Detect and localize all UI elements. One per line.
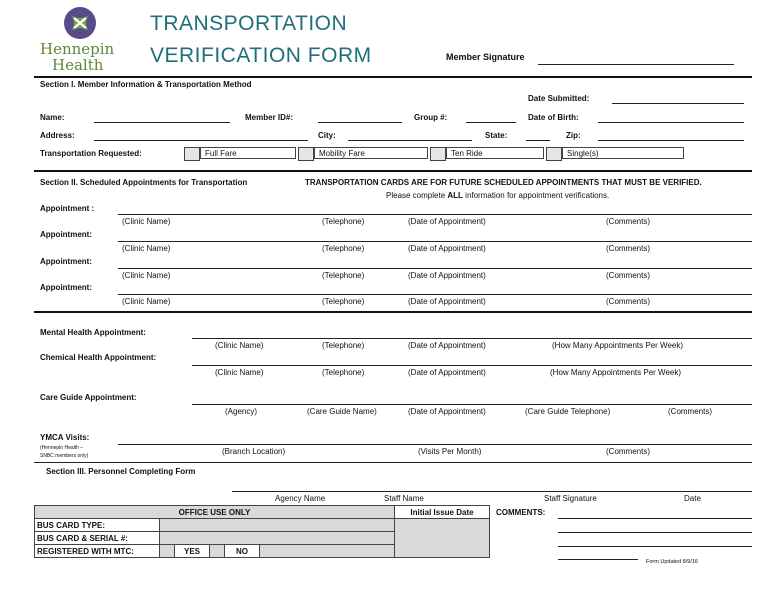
notice-line1: TRANSPORTATION CARDS ARE FOR FUTURE SCHEDULED APPOINTMENTS THAT MUST BE VERIFIED. — [305, 178, 702, 187]
care-guide-name-caption: (Care Guide Name) — [307, 407, 377, 416]
date-of-appointment-caption: (Date of Appointment) — [408, 297, 486, 306]
clinic-name-caption: (Clinic Name) — [122, 217, 171, 226]
address-label: Address: — [40, 131, 75, 140]
clinic-name-caption: (Clinic Name) — [122, 271, 171, 280]
comments-caption: (Comments) — [606, 297, 651, 306]
clinic-name-caption: (Clinic Name) — [215, 368, 264, 377]
section1-heading: Section I. Member Information & Transportation Method — [40, 80, 252, 89]
registered-mtc-label: REGISTERED WITH MTC: — [35, 545, 160, 558]
dob-field[interactable] — [598, 122, 744, 123]
date-of-appointment-caption: (Date of Appointment) — [408, 244, 486, 253]
mental-health-label: Mental Health Appointment: — [40, 328, 146, 337]
group-label: Group #: — [414, 113, 448, 122]
zip-field[interactable] — [598, 140, 744, 141]
mental-health-line[interactable] — [192, 338, 752, 339]
divider — [34, 170, 752, 172]
no-label: NO — [225, 545, 260, 558]
comments-caption: (Comments) — [606, 271, 651, 280]
ten-ride-checkbox[interactable] — [430, 147, 446, 161]
hennepin-health-logo-icon — [62, 6, 98, 40]
comments-caption: (Comments) — [668, 407, 713, 416]
notice-line2 — [386, 191, 609, 200]
comments-caption: (Comments) — [606, 447, 651, 456]
ten-ride-label: Ten Ride — [451, 149, 483, 158]
singles-label: Single(s) — [567, 149, 599, 158]
comments-line-2[interactable] — [558, 532, 752, 533]
notice-post: information for appointment verifications. — [462, 191, 610, 200]
bus-card-type-field[interactable] — [160, 519, 395, 532]
mtc-blank — [260, 545, 395, 558]
clinic-name-caption: (Clinic Name) — [122, 297, 171, 306]
personnel-line[interactable] — [232, 491, 752, 492]
transportation-requested-label: Transportation Requested: — [40, 149, 142, 158]
comments-caption: (Comments) — [606, 217, 651, 226]
section2-heading: Section II. Scheduled Appointments for Transportation — [40, 178, 248, 187]
full-fare-option — [200, 147, 296, 159]
chemical-health-line[interactable] — [192, 365, 752, 366]
ymca-note-line1: (Hennepin Health – — [40, 445, 84, 451]
mobility-fare-checkbox[interactable] — [298, 147, 314, 161]
singles-checkbox[interactable] — [546, 147, 562, 161]
office-use-header: OFFICE USE ONLY — [35, 506, 395, 519]
date-caption: Date — [684, 494, 701, 503]
visits-per-month-caption: (Visits Per Month) — [418, 447, 482, 456]
care-guide-line[interactable] — [192, 404, 752, 405]
how-many-caption: (How Many Appointments Per Week) — [550, 368, 682, 377]
ten-ride-option — [446, 147, 544, 159]
date-of-appointment-caption: (Date of Appointment) — [408, 271, 486, 280]
form-title-line1: TRANSPORTATION — [150, 12, 348, 35]
divider — [34, 462, 752, 463]
zip-label: Zip: — [566, 131, 581, 140]
appointment-label-4: Appointment: — [40, 283, 92, 292]
comments-caption: (Comments) — [606, 244, 651, 253]
notice-all: ALL — [447, 191, 463, 200]
care-guide-label: Care Guide Appointment: — [40, 393, 137, 402]
appointment-line-3[interactable] — [118, 268, 752, 269]
member-id-label: Member ID#: — [245, 113, 294, 122]
mobility-fare-label: Mobility Fare — [319, 149, 365, 158]
logo-text-health: Health — [52, 56, 104, 74]
form-title-line2: VERIFICATION FORM — [150, 44, 372, 67]
singles-option — [562, 147, 684, 159]
logo — [38, 6, 122, 72]
telephone-caption: (Telephone) — [322, 368, 365, 377]
office-use-table — [34, 505, 490, 558]
yes-label: YES — [175, 545, 210, 558]
address-field[interactable] — [94, 140, 308, 141]
appointment-label-3: Appointment: — [40, 257, 92, 266]
yes-checkbox[interactable] — [160, 545, 175, 558]
telephone-caption: (Telephone) — [322, 297, 365, 306]
notice-pre: Please complete — [386, 191, 448, 200]
bus-card-serial-field[interactable] — [160, 532, 395, 545]
form-updated-note: Form Updated 8/9/16 — [646, 559, 698, 565]
telephone-caption: (Telephone) — [322, 271, 365, 280]
date-of-appointment-caption: (Date of Appointment) — [408, 368, 486, 377]
group-field[interactable] — [466, 122, 516, 123]
date-submitted-field[interactable] — [612, 103, 744, 104]
appointment-line-1[interactable] — [118, 214, 752, 215]
appointment-label-1: Appointment : — [40, 204, 95, 213]
bus-card-type-label: BUS CARD TYPE: — [35, 519, 160, 532]
agency-name-caption: Agency Name — [275, 494, 326, 503]
ymca-note-line2: SNBC members only) — [40, 453, 89, 459]
chemical-health-label: Chemical Health Appointment: — [40, 353, 157, 362]
member-signature-field[interactable] — [538, 64, 734, 65]
branch-location-caption: (Branch Location) — [222, 447, 286, 456]
care-guide-telephone-caption: (Care Guide Telephone) — [525, 407, 611, 416]
staff-name-caption: Staff Name — [384, 494, 424, 503]
telephone-caption: (Telephone) — [322, 217, 365, 226]
section3-heading: Section III. Personnel Completing Form — [46, 467, 196, 476]
no-checkbox[interactable] — [210, 545, 225, 558]
date-of-appointment-caption: (Date of Appointment) — [408, 341, 486, 350]
clinic-name-caption: (Clinic Name) — [215, 341, 264, 350]
dob-label: Date of Birth: — [528, 113, 579, 122]
telephone-caption: (Telephone) — [322, 244, 365, 253]
member-signature-label: Member Signature — [446, 52, 525, 62]
comments-line-1[interactable] — [558, 518, 752, 519]
ymca-label: YMCA Visits: — [40, 433, 90, 442]
appointment-line-2[interactable] — [118, 241, 752, 242]
name-label: Name: — [40, 113, 65, 122]
member-id-field[interactable] — [318, 122, 402, 123]
initial-issue-date-header: Initial Issue Date — [395, 506, 490, 519]
initial-issue-date-field[interactable] — [395, 519, 490, 558]
name-field[interactable] — [94, 122, 230, 123]
logo-text-hennepin: Hennepin — [40, 40, 115, 58]
staff-signature-caption: Staff Signature — [544, 494, 597, 503]
date-of-appointment-caption: (Date of Appointment) — [408, 407, 486, 416]
appointment-label-2: Appointment: — [40, 230, 92, 239]
comments-line-3[interactable] — [558, 546, 752, 547]
city-field[interactable] — [348, 140, 472, 141]
telephone-caption: (Telephone) — [322, 341, 365, 350]
state-field[interactable] — [526, 140, 550, 141]
city-label: City: — [318, 131, 336, 140]
comments-label: COMMENTS: — [496, 508, 546, 517]
divider — [34, 76, 752, 78]
date-submitted-label: Date Submitted: — [528, 94, 590, 103]
clinic-name-caption: (Clinic Name) — [122, 244, 171, 253]
bus-card-serial-label: BUS CARD & SERIAL #: — [35, 532, 160, 545]
how-many-caption: (How Many Appointments Per Week) — [552, 341, 684, 350]
state-label: State: — [485, 131, 508, 140]
date-of-appointment-caption: (Date of Appointment) — [408, 217, 486, 226]
divider — [34, 311, 752, 313]
appointment-line-4[interactable] — [118, 294, 752, 295]
ymca-line[interactable] — [118, 444, 752, 445]
agency-caption: (Agency) — [225, 407, 258, 416]
full-fare-label: Full Fare — [205, 149, 237, 158]
mobility-fare-option — [314, 147, 428, 159]
full-fare-checkbox[interactable] — [184, 147, 200, 161]
comments-line-4[interactable] — [558, 559, 638, 560]
